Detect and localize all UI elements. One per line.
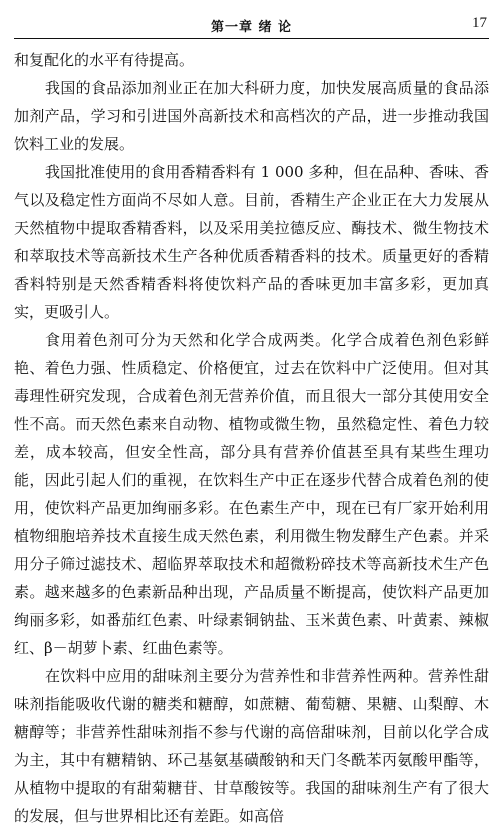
paragraph-food-additives: 我国的食品添加剂业正在加大科研力度，加快发展高质量的食品添加剂产品，学习和引进国外高新技术和高档次的产品，进一步推动我国饮料工业的发展。: [14, 79, 489, 153]
paragraph-colorants: 食用着色剂可分为天然和化学合成两类。化学合成着色剂色彩鲜艳、着色力强、性质稳定、价格便宜，过去在饮料中广泛使用。但对其毒理性研究发现，合成着色剂无营养价值，而且很大一部分其使用安全性不高。而天然色素来自动物、植物或微生物，虽然稳定性、着色力较差，成本较高，但安全性高，部分具有营养价值甚至具有某些生理功能，因此引起人们的重视，在饮料生产中正在逐步代替合成着色剂的使用，使饮料产品更加绚丽多彩。在色素生产中，现在已有厂家开始利用植物细胞培养技术直接生成天然色素，利用微生物发酵生产色素。并采用分子筛过滤技术、超临界萃取技术和超微粉碎技术等高新技术生产色素。越来越多的色素新品种出现，产品质量不断提高，使饮料产品更加绚丽多彩，如番茄红色素、叶绿素铜钠盐、玉米黄色素、叶黄素、辣椒红、β－胡萝卜素、红曲色素等。: [14, 331, 489, 657]
body-text: [14, 46, 489, 830]
paragraph-continued: 和复配化的水平有待提高。: [14, 51, 195, 69]
paragraph-flavors: 我国批准使用的食用香精香料有 1 000 多种，但在品种、香味、香气以及稳定性方面尚不尽如人意。目前，香精生产企业正在大力发展从天然植物中提取香精香料，以及采用美拉德反应、酶技术、微生物技术和萃取技术等高新技术生产各种优质香精香料的技术。质量更好的香精香料特别是天然香精香料将使饮料产品的香味更加丰富多彩，更加真实，更吸引人。: [14, 163, 489, 321]
chapter-title: 第一章 绪 论: [210, 20, 293, 35]
running-header: [14, 8, 489, 39]
page-number: 17: [472, 15, 487, 31]
paragraph-sweeteners: 在饮料中应用的甜味剂主要分为营养性和非营养性两种。营养性甜味剂指能吸收代谢的糖类和糖醇，如蔗糖、葡萄糖、果糖、山梨醇、木糖醇等；非营养性甜味剂指不参与代谢的高倍甜味剂，目前以化学合成为主，其中有糖精钠、环己基氨基磺酸钠和天门冬酰苯丙氨酸甲酯等，从植物中提取的有甜菊糖苷、甘草酸铵等。我国的甜味剂生产有了很大的发展，但与世界相比还有差距。如高倍: [14, 667, 489, 825]
